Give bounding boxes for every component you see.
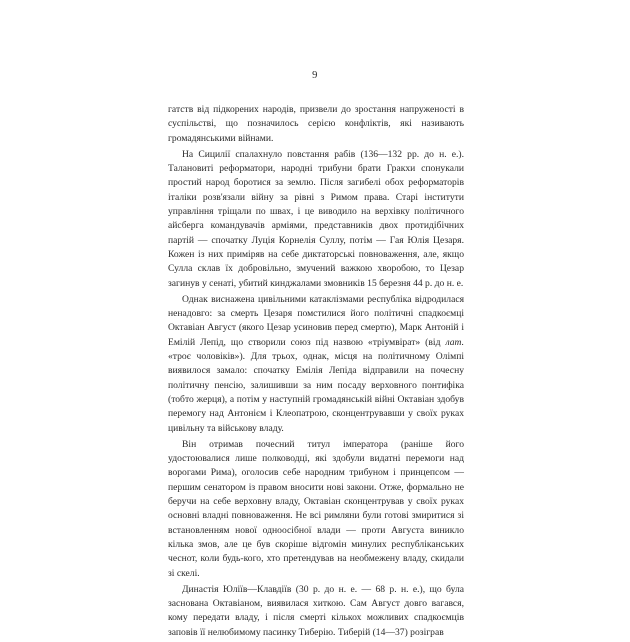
latin-abbrev: лат. [445, 336, 464, 348]
paragraph-1: гатств від підкорених народів, призвели до зростання напруженості в суспільстві, що позначилось серією конфліктів, які називають громадянськими війнами. [168, 104, 464, 144]
paragraph-5: Династія Юліїв—Клавдіїв (30 р. до н. е. — 68 р. н. е.), що була заснована Октавіаном, виявилася хиткою. Сам Август довго вагався, кому передати владу, і після смерті кількох можливих спадкоємців заповів її нелюбимому пасинку Тиберію. Тиберій (14—37) розіграв [168, 583, 464, 638]
paragraph-4: Він отримав почесний титул імператора (раніше його удостоювалися лише полководці, які здобули видатні перемоги над ворогами Рима), оголосив себе народним трибуном і принцепсом — першим сенатором із правом вносити нові закони. Отже, формально не беручи на себе верховну владу, Октавіан сконцентрував у своїх руках основні владні повноваження. Не всі римляни були готові змиритися зі встановленням нової одноосібної влади — проти Августа виникло кілька змов, але це був скоріше відгомін минулих республіканських чеснот, коли будь-кого, хто претендував на необмежену владу, скидали зі скелі. [168, 438, 464, 579]
paragraph-2: На Сицилії спалахнуло повстання рабів (136—132 рр. до н. е.). Талановиті реформатори, народні трибуни брати Гракхи спонукали простий народ боротися за землю. Після загибелі обох реформаторів італіки розв'язали війну за рівні з Римом права. Старі інститути управління тріщали по швах, і це виводило на верхівку політичного айсберга командувачів арміями, представників двох протидібічних партій — спочатку Луція Корнелія Суллу, потім — Гая Юлія Цезаря. Кожен із них приміряв на себе диктаторські повноваження, але, якщо Сулла склав їх добровільно, змучений важкою хворобою, то Цезар загинув у сенаті, убитий кинджалами змовників 15 березня 44 р. до н. е. [168, 148, 464, 289]
paragraph-3-text-a: Однак виснажена цивільними катаклізмами республіка відродилася ненадовго: за смерть Цезаря помстилися його політичні спадкоємці Октавіан Август (якого Цезар усиновив перед смертю), Марк Антоній і Емілій Лепід, що створили союз під назвою «тріумвірат» (від [168, 293, 464, 348]
page-number: 9 [312, 70, 318, 81]
paragraph-3 [168, 293, 464, 436]
body-text [168, 103, 464, 642]
paragraph-3-text-b: «троє чоловіків»). Для трьох, однак, місця на політичному Олімпі виявилося замало: спочатку Емілія Лепіда відправили на почесну політичну пенсію, залишивши за ним посаду верховного понтифіка (тобто жерця), а потім у наступній громадянській війні Октавіан здобув перемогу над Антонієм і Клеопатрою, сконцентрувавши у своїх руках цивільну та військову владу. [168, 351, 464, 434]
